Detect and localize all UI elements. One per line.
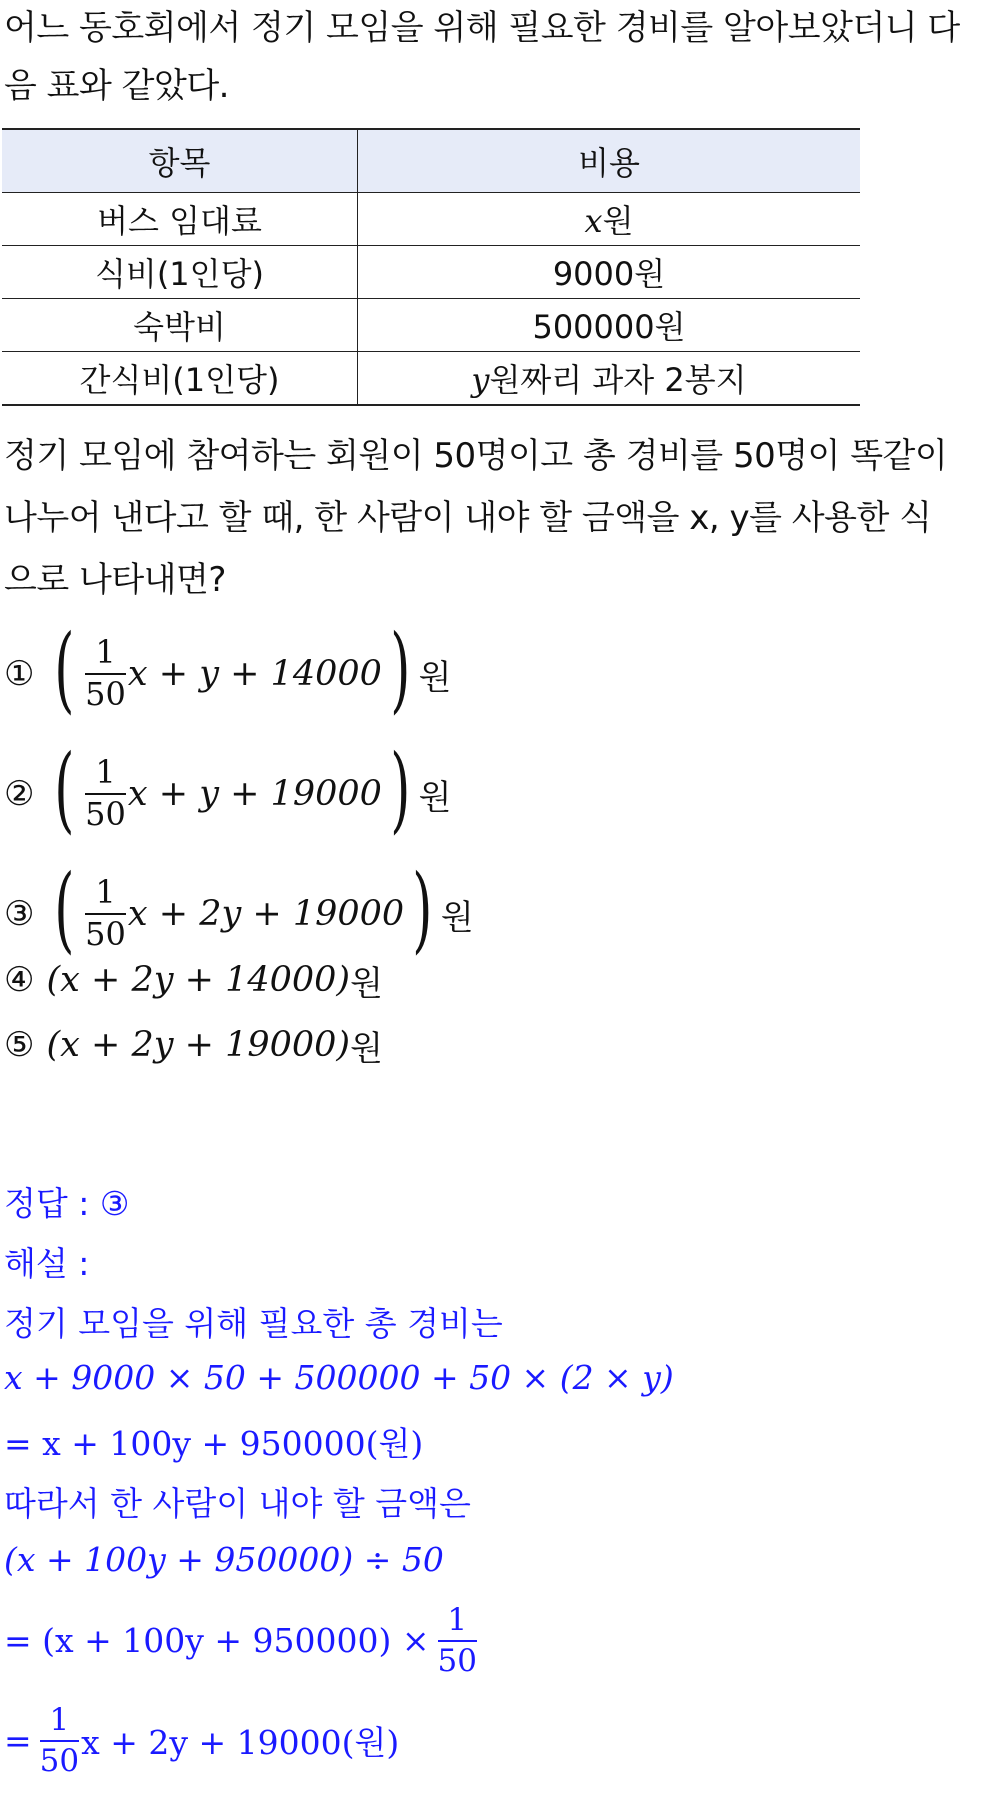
numerator: 1	[95, 753, 116, 792]
header-cost: 비용	[358, 129, 861, 193]
expense-table	[2, 128, 860, 406]
numerator: 1	[49, 1702, 70, 1738]
table-row	[2, 246, 860, 299]
equals-sign: =	[4, 1721, 32, 1761]
option-expression: (x + 2y + 14000)	[46, 960, 351, 1000]
option-number: ④	[4, 960, 35, 1000]
option-expression: x + y + 19000	[127, 774, 382, 814]
question-line-1: 정기 모임에 참여하는 회원이 50명이고 총 경비를 50명이 똑같이	[4, 436, 948, 476]
option-number: ⑤	[4, 1025, 35, 1065]
option-2[interactable]	[4, 735, 452, 844]
denominator: 50	[39, 1742, 80, 1779]
problem-line-1: 어느 동호회에서 정기 모임을 위해 필요한 경비를 알아보았더니 다	[4, 8, 960, 48]
option-expression: (x + 2y + 19000)	[46, 1025, 351, 1065]
left-paren: (	[54, 615, 75, 724]
option-unit: 원	[350, 1028, 383, 1069]
fraction	[85, 753, 126, 833]
left-paren: (	[54, 735, 75, 844]
right-paren: )	[412, 855, 433, 964]
header-item: 항목	[2, 129, 358, 193]
left-paren: (	[54, 855, 75, 964]
option-expression: x + y + 14000	[127, 654, 382, 694]
cell-cost	[358, 352, 861, 406]
denominator: 50	[85, 675, 126, 713]
solution-expression: x + 9000 × 50 + 500000 + 50 × (2 × y)	[4, 1358, 674, 1397]
solution-line-7	[4, 1704, 399, 1777]
explanation-label: 해설 :	[4, 1244, 90, 1283]
right-paren: )	[390, 615, 411, 724]
cell-item: 숙박비	[2, 299, 358, 352]
fraction	[85, 873, 126, 953]
cell-item: 버스 임대료	[2, 193, 358, 246]
option-unit: 원	[440, 897, 474, 938]
cell-cost	[358, 193, 861, 246]
numerator: 1	[95, 873, 116, 912]
solution-line-3	[4, 1418, 423, 1465]
option-unit: 원	[418, 657, 452, 698]
option-expression: x + 2y + 19000	[127, 894, 405, 934]
cost-variable: y	[471, 361, 490, 399]
solution-line-2	[4, 1358, 674, 1397]
solution-line-1: 정기 모임을 위해 필요한 총 경비는	[4, 1304, 503, 1343]
table-row	[2, 352, 860, 406]
cost-text: 원짜리 과자 2봉지	[489, 361, 747, 399]
cost-text: 원	[602, 202, 634, 240]
fraction	[438, 1604, 477, 1677]
question-line-2: 나누어 낸다고 할 때, 한 사람이 내야 할 금액을 x, y를 사용한 식	[4, 498, 932, 538]
cell-cost: 500000원	[358, 299, 861, 352]
option-unit: 원	[418, 777, 452, 818]
denominator: 50	[85, 915, 126, 953]
cell-item: 간식비(1인당)	[2, 352, 358, 406]
option-number: ②	[4, 774, 35, 814]
numerator: 1	[95, 633, 116, 672]
option-5[interactable]	[4, 1020, 383, 1070]
option-unit: 원	[350, 963, 383, 1004]
solution-line-4: 따라서 한 사람이 내야 할 금액은	[4, 1484, 471, 1523]
option-4[interactable]	[4, 955, 383, 1005]
question-line-3: 으로 나타내면?	[4, 560, 226, 600]
denominator: 50	[437, 1642, 477, 1679]
option-number: ①	[4, 654, 35, 694]
problem-line-2: 음 표와 같았다.	[4, 66, 229, 106]
right-paren: )	[390, 735, 411, 844]
numerator: 1	[447, 1602, 468, 1638]
solution-expression: (x + 100y + 950000) ÷ 50	[4, 1540, 444, 1579]
fraction	[85, 633, 126, 713]
denominator: 50	[85, 795, 126, 833]
solution-expression: x + 2y + 19000(원)	[81, 1723, 400, 1763]
solution-line-5	[4, 1540, 444, 1579]
table-row	[2, 299, 860, 352]
solution-expression: = (x + 100y + 950000) ×	[4, 1621, 430, 1661]
table-header-row	[2, 129, 860, 193]
solution-line-6	[4, 1604, 479, 1677]
solution-expression: = x + 100y + 950000(원)	[4, 1424, 424, 1463]
option-3[interactable]	[4, 855, 474, 964]
cell-cost: 9000원	[358, 246, 861, 299]
answer-line: 정답 : ③	[4, 1184, 130, 1223]
option-1[interactable]	[4, 615, 452, 724]
cell-item: 식비(1인당)	[2, 246, 358, 299]
fraction	[40, 1704, 79, 1777]
table-row	[2, 193, 860, 246]
option-number: ③	[4, 894, 35, 934]
cost-variable: x	[584, 202, 603, 240]
